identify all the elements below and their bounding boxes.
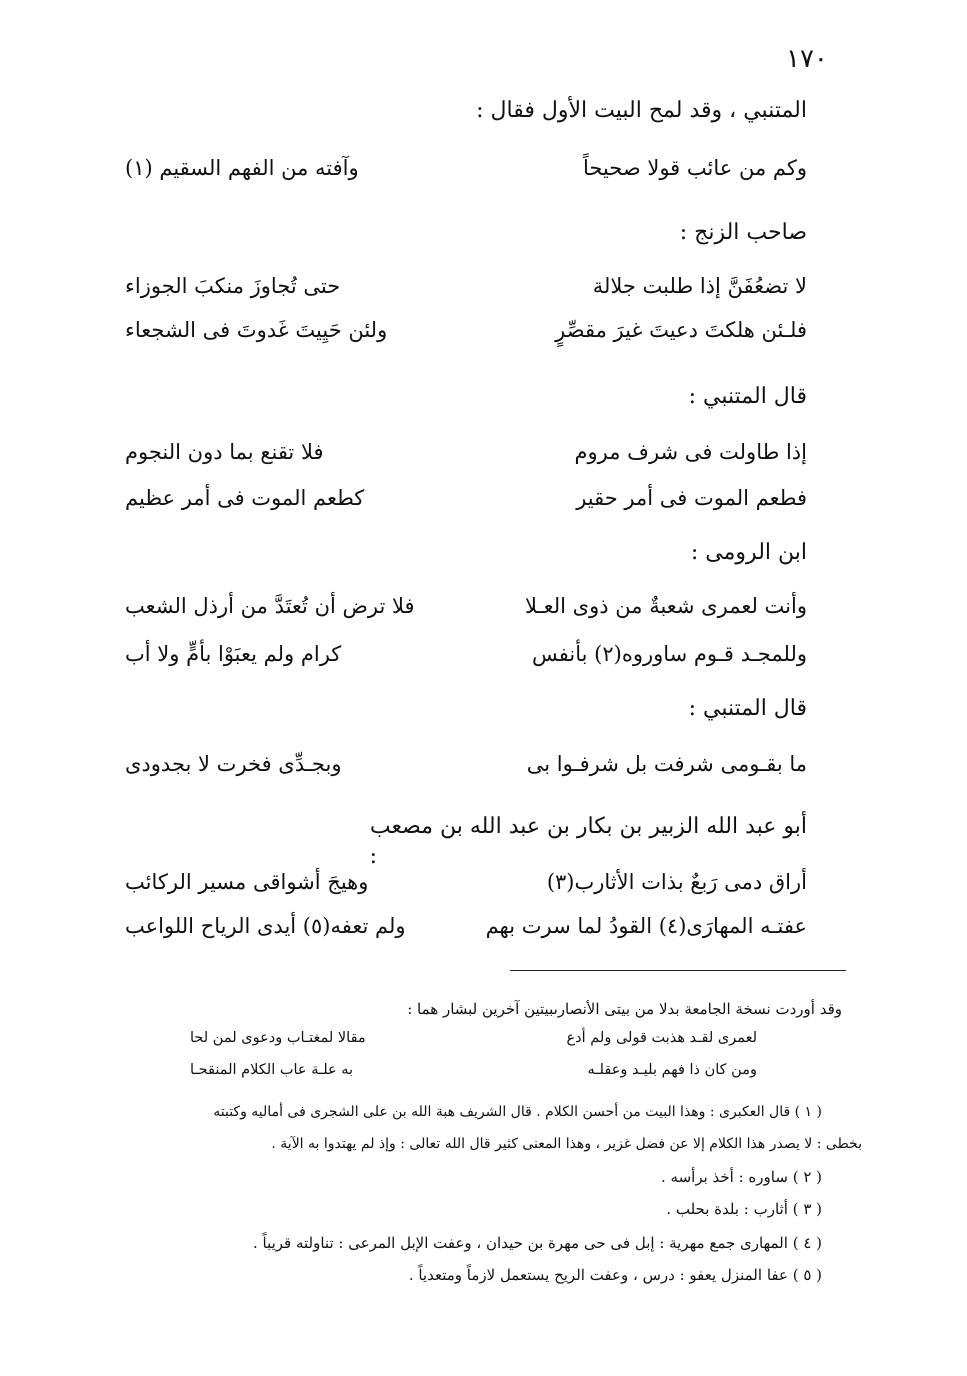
verse-hemistich-second: ولم تعفه(٥) أيدى الرياح اللواعب — [125, 914, 406, 938]
footnote-intro: وقد أوردت نسخة الجامعة بدلا من بيتى الأنصارىبيتين آخرين لبشار هما : — [407, 1000, 842, 1018]
verse-line — [90, 440, 807, 476]
section-heading: قال المتنبي : — [688, 696, 807, 721]
verse-hemistich-first: لا تضعُفَنَّ إذا طلبت جلالة — [592, 274, 807, 298]
footnote-divider — [510, 970, 846, 971]
verse-hemistich-first: فلـئن هلكتَ دعيتَ غيرَ مقصِّرٍ — [555, 318, 807, 342]
section-heading: أبو عبد الله الزبير بن بكار بن عبد الله بن مصعب — [369, 814, 807, 839]
section-heading: صاحب الزنج : — [679, 220, 807, 245]
verse-line — [90, 156, 807, 192]
verse-line — [90, 752, 807, 788]
verse-line — [90, 486, 807, 522]
footnote-5: ( ٥ ) عفا المنزل يعفو : درس ، وعفت الريح يستعمل لازماً ومتعدياً . — [408, 1266, 822, 1284]
verse-hemistich-first: وكم من عائب قولا صحيحاً — [583, 156, 807, 180]
footnote-4: ( ٤ ) المهارى جمع مهرية : إبل فى حى مهرة بن حيدان ، وعفت الإبل المرعى : تناولته قريباً . — [252, 1234, 822, 1252]
verse-hemistich-second: وهيجَ أشواقى مسير الركائب — [125, 870, 369, 894]
footnote-3: ( ٣ ) أثارب : بلدة بحلب . — [666, 1200, 822, 1218]
verse-hemistich-second: فلا ترض أن تُعتَدَّ من أرذل الشعب — [125, 594, 415, 618]
verse-hemistich-first: فطعم الموت فى أمر حقير — [576, 486, 807, 510]
verse-hemistich-second: كطعم الموت فى أمر عظيم — [125, 486, 365, 510]
verse-hemistich-first: إذا طاولت فى شرف مروم — [574, 440, 807, 464]
verse-hemistich-second: كرام ولم يعبَوْا بأمٍّ ولا أب — [125, 642, 342, 666]
section-heading: ابن الرومى : — [690, 540, 807, 565]
verse-hemistich-first: وأنت لعمرى شعبةٌ من ذوى العـلا — [524, 594, 807, 618]
verse-line — [90, 914, 807, 950]
footnote-1-continued: بخطى : لا يصدر هذا الكلام إلا عن فضل غزير ، وهذا المعنى كثير قال الله تعالى : وإذ لم يهتدوا به الآية . — [271, 1136, 862, 1152]
verse-line — [90, 642, 807, 678]
verse-hemistich-first: وللمجـد قـوم ساوروه(٢) بأنفس — [531, 642, 807, 666]
footnote-2: ( ٢ ) ساوره : أخذ برأسه . — [661, 1168, 822, 1186]
verse-hemistich-second: ولئن حَيِيتَ غَدوتَ فى الشجعاء — [125, 318, 388, 342]
verse-hemistich-first: عفتـه المهارَى(٤) القودُ لما سرت بهم — [485, 914, 807, 938]
verse-line — [90, 274, 807, 310]
verse-line — [90, 318, 807, 354]
footnote-verse-second: به علـة عاب الكلام المنقحـا — [190, 1062, 354, 1078]
intro-line: المتنبي ، وقد لمح البيت الأول فقال : — [476, 98, 807, 123]
verse-hemistich-second: فلا تقنع بما دون النجوم — [125, 440, 324, 464]
footnote-verse-second: مقالا لمغتـاب ودعوى لمن لحا — [190, 1030, 366, 1046]
verse-line — [90, 870, 807, 906]
verse-hemistich-second: وبجـدِّى فخرت لا بجدودى — [125, 752, 342, 776]
verse-hemistich-first: أراق دمى رَبعٌ بذات الأثارب(٣) — [546, 870, 807, 894]
footnote-verse-first: ومن كان ذا فهم بليـد وعقلـه — [587, 1062, 757, 1078]
verse-hemistich-second: حتى تُجاوزَ منكبَ الجوزاء — [125, 274, 341, 298]
verse-hemistich-first: ما بقـومى شرفت بل شرفـوا بى — [526, 752, 807, 776]
section-heading-colon: : — [369, 844, 377, 869]
page-number: ١٧٠ — [786, 44, 828, 74]
verse-hemistich-second: وآفته من الفهم السقيم (١) — [125, 156, 359, 180]
footnote-verse-first: لعمرى لقـد هذبت قولى ولم أدع — [566, 1030, 757, 1046]
verse-line — [90, 594, 807, 630]
section-heading: قال المتنبي : — [688, 384, 807, 409]
footnote-1: ( ١ ) قال العكبرى : وهذا البيت من أحسن الكلام . قال الشريف هبة الله بن على الشجرى فى أماليه وكتبته — [213, 1104, 822, 1120]
